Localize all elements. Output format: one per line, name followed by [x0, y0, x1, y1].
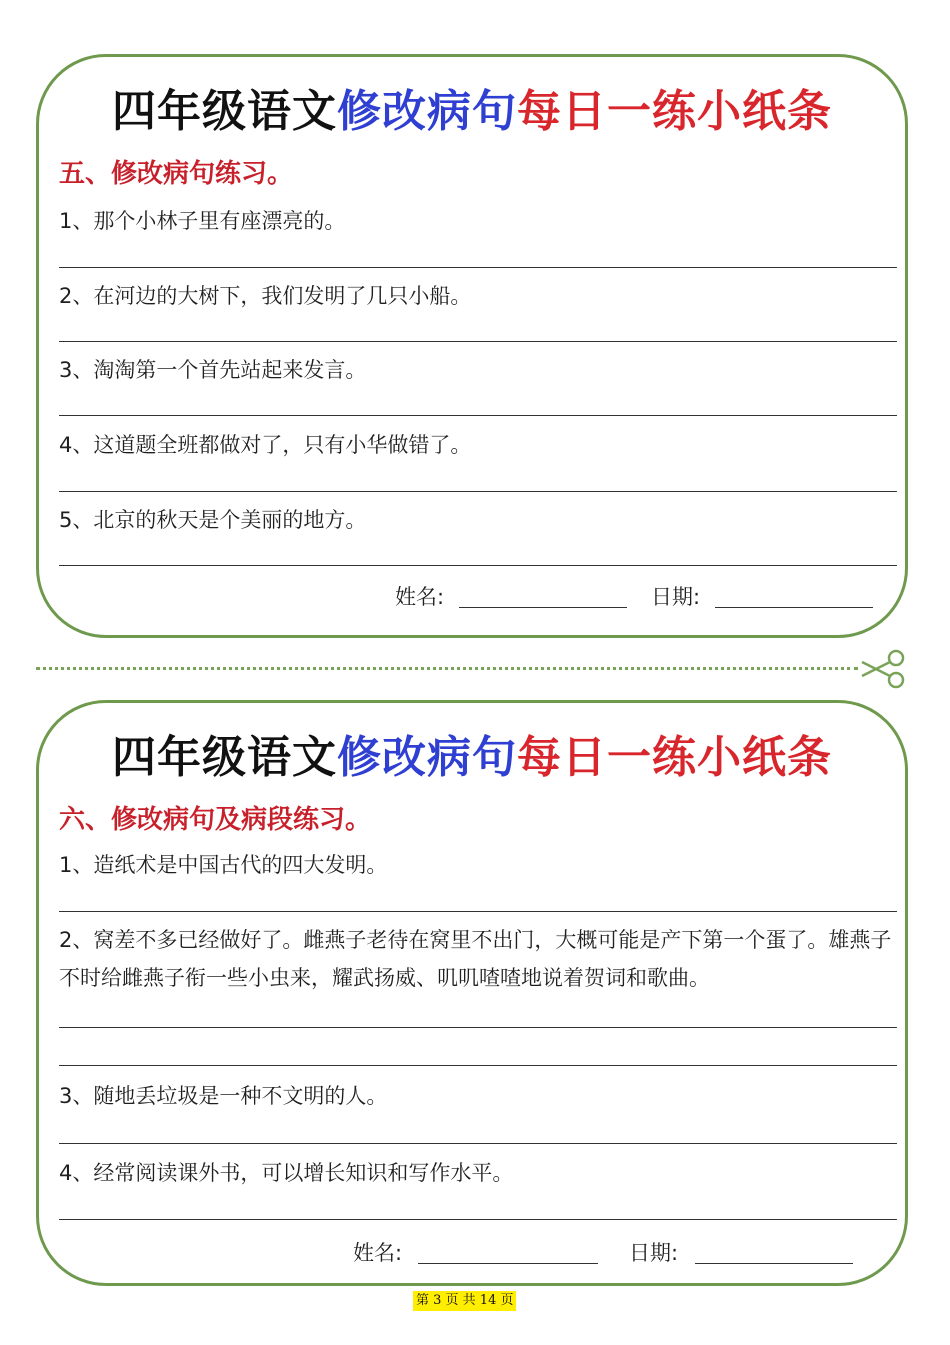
- card-title: [39, 721, 905, 785]
- answer-line-4[interactable]: [59, 491, 897, 492]
- name-field[interactable]: [418, 1263, 598, 1264]
- question-1: 1、那个小林子里有座漂亮的。: [59, 209, 346, 233]
- answer-line-3[interactable]: [59, 415, 897, 416]
- question-2: 2、窝差不多已经做好了。雌燕子老待在窝里不出门，大概可能是产下第一个蛋了。雄燕子不时给雌燕子衔一些小虫来，耀武扬威、叽叽喳喳地说着贺词和歌曲。: [59, 928, 892, 990]
- question-2: 2、在河边的大树下，我们发明了几只小船。: [59, 284, 472, 308]
- section-heading: 六、修改病句及病段练习。: [59, 805, 372, 835]
- date-label: 日期:: [651, 585, 701, 609]
- section-heading: 五、修改病句练习。: [59, 159, 294, 189]
- title-part-daily: 每日一练小纸条: [517, 86, 832, 137]
- card-title: [39, 75, 905, 139]
- title-part-grade: 四年级语文: [112, 86, 337, 137]
- question-1: 1、造纸术是中国古代的四大发明。: [59, 853, 388, 877]
- answer-line-2[interactable]: [59, 341, 897, 342]
- question-4: 4、这道题全班都做对了，只有小华做错了。: [59, 433, 472, 457]
- scissors-icon: [858, 648, 908, 690]
- page-number: 第 3 页 共 14 页: [413, 1291, 516, 1311]
- date-field[interactable]: [715, 607, 873, 608]
- question-3: 3、随地丢垃圾是一种不文明的人。: [59, 1084, 388, 1108]
- answer-line-5[interactable]: [59, 565, 897, 566]
- date-label: 日期:: [629, 1241, 679, 1265]
- name-label: 姓名:: [353, 1241, 403, 1265]
- cut-line: [36, 667, 858, 670]
- answer-line-4[interactable]: [59, 1219, 897, 1220]
- name-label: 姓名:: [395, 585, 445, 609]
- question-5: 5、北京的秋天是个美丽的地方。: [59, 508, 367, 532]
- answer-line-1[interactable]: [59, 267, 897, 268]
- worksheet-card-1: [36, 54, 908, 638]
- name-field[interactable]: [459, 607, 627, 608]
- answer-line-2a[interactable]: [59, 1027, 897, 1028]
- title-part-grade: 四年级语文: [112, 732, 337, 783]
- date-field[interactable]: [695, 1263, 853, 1264]
- title-part-topic: 修改病句: [337, 86, 517, 137]
- question-4: 4、经常阅读课外书，可以增长知识和写作水平。: [59, 1161, 514, 1185]
- answer-line-1[interactable]: [59, 911, 897, 912]
- title-part-topic: 修改病句: [337, 732, 517, 783]
- answer-line-3[interactable]: [59, 1143, 897, 1144]
- title-part-daily: 每日一练小纸条: [517, 732, 832, 783]
- question-3: 3、淘淘第一个首先站起来发言。: [59, 358, 367, 382]
- answer-line-2b[interactable]: [59, 1065, 897, 1066]
- worksheet-card-2: [36, 700, 908, 1286]
